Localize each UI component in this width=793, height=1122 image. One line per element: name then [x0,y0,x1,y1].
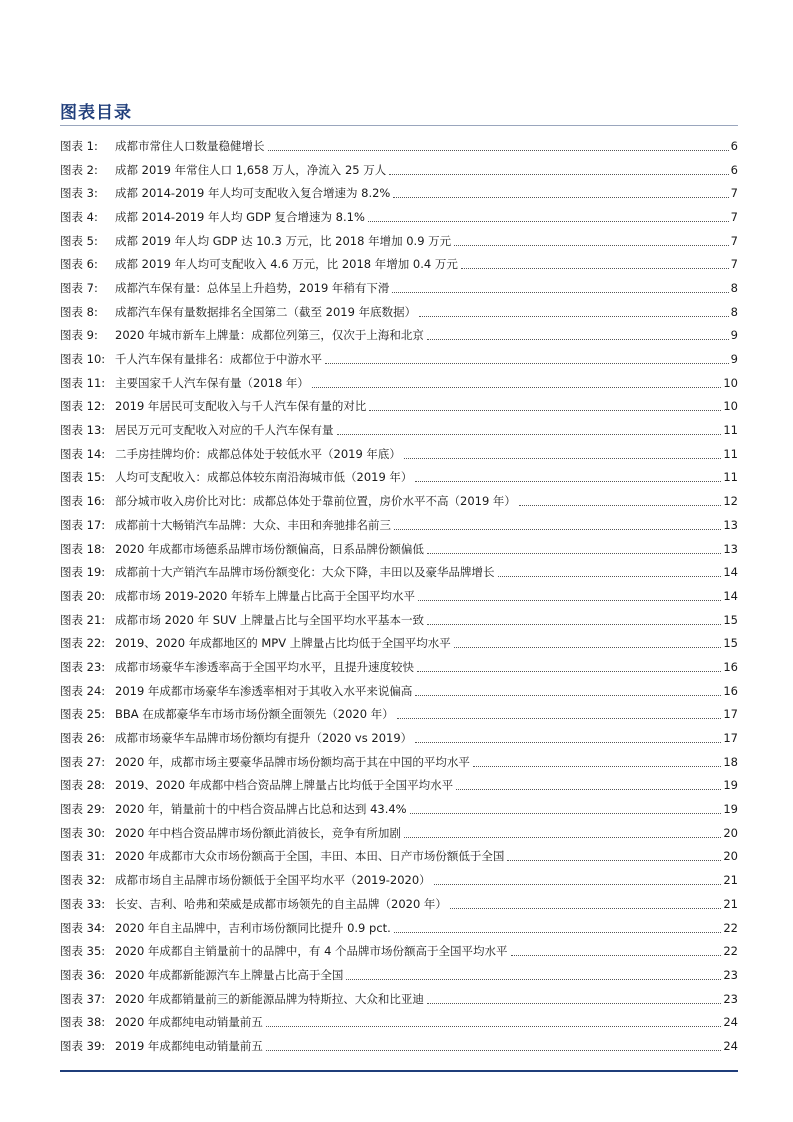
toc-entry-page: 14 [723,588,738,603]
toc-dot-leader [394,528,721,530]
toc-entry-label: 图表 36: [60,967,106,982]
toc-entry[interactable] [60,181,738,205]
toc-entry-page: 11 [723,446,738,461]
toc-entry-page: 20 [723,849,738,864]
toc-entry-page: 16 [723,659,738,674]
toc-entry[interactable] [60,371,738,395]
toc-entry-title: 二手房挂牌均价：成都总体处于较低水平（2019 年底） [115,446,401,461]
toc-entry-label: 图表 35: [60,944,106,959]
toc-entry[interactable] [60,750,738,774]
toc-entry-title: 2019、2020 年成都中档合资品牌上牌量占比均低于全国平均水平 [115,778,454,793]
toc-dot-leader [454,244,728,246]
toc-entry-label: 图表 10: [60,352,106,367]
toc-entry-label: 图表 8: [60,304,98,319]
toc-entry-title: 2020 年成都市场德系品牌市场份额偏高，日系品牌份额偏低 [115,541,424,556]
toc-entry-title: 2020 年成都销量前三的新能源品牌为特斯拉、大众和比亚迪 [115,991,424,1006]
toc-entry-label: 图表 27: [60,754,106,769]
toc-entry-title: 成都 2019 年人均 GDP 达 10.3 万元，比 2018 年增加 0.9 万元 [115,233,452,248]
toc-entry-label: 图表 26: [60,731,106,746]
toc-dot-leader [369,409,721,411]
toc-entry-title: 成都 2019 年人均可支配收入 4.6 万元，比 2018 年增加 0.4 万元 [115,257,458,272]
toc-dot-leader [473,765,721,767]
toc-entry-page: 24 [723,1015,738,1030]
toc-entry-title: 成都市场自主品牌市场份额低于全国平均水平（2019-2020） [115,873,431,888]
toc-entry-label: 图表 18: [60,541,106,556]
toc-entry[interactable] [60,726,738,750]
toc-entry-page: 16 [723,683,738,698]
toc-dot-leader [312,386,721,388]
toc-entry-label: 图表 39: [60,1038,106,1053]
toc-entry-page: 21 [723,873,738,888]
toc-entry[interactable] [60,395,738,419]
toc-entry-page: 23 [723,967,738,982]
toc-entry-page: 22 [723,944,738,959]
toc-entry-title: 成都市场 2019-2020 年轿车上牌量占比高于全国平均水平 [115,588,415,603]
toc-entry-title: 部分城市收入房价比对比：成都总体处于靠前位置，房价水平不高（2019 年） [115,494,516,509]
toc-entry-page: 17 [723,707,738,722]
toc-entry[interactable] [60,963,738,987]
toc-entry-page: 11 [723,470,738,485]
toc-entry-title: 成都汽车保有量数据排名全国第二（截至 2019 年底数据） [115,304,417,319]
toc-dot-leader [397,717,722,719]
toc-entry[interactable] [60,679,738,703]
toc-entry-label: 图表 17: [60,517,106,532]
toc-entry-label: 图表 9: [60,328,98,343]
toc-dot-leader [268,149,729,151]
toc-entry[interactable] [60,300,738,324]
toc-entry-page: 17 [723,731,738,746]
toc-heading: 图表目录 [60,103,132,123]
toc-entry-title: 成都前十大畅销汽车品牌：大众、丰田和奔驰排名前三 [115,517,391,532]
toc-entry-page: 15 [723,636,738,651]
toc-entry[interactable] [60,703,738,727]
toc-entry-label: 图表 2: [60,162,98,177]
toc-entry-page: 14 [723,565,738,580]
toc-entry-title: 2020 年，销量前十的中档合资品牌占比总和达到 43.4% [115,802,407,817]
toc-entry-label: 图表 32: [60,873,106,888]
toc-entry-page: 7 [730,233,738,248]
toc-dot-leader [415,694,721,696]
toc-entry[interactable] [60,276,738,300]
toc-entry-title: 2019、2020 年成都地区的 MPV 上牌量占比均低于全国平均水平 [115,636,451,651]
toc-entry-title: 2020 年成都自主销量前十的品牌中，有 4 个品牌市场份额高于全国平均水平 [115,944,508,959]
toc-entry-title: 成都 2014-2019 年人均 GDP 复合增速为 8.1% [115,209,365,224]
toc-entry-title: 2020 年中档合资品牌市场份额此消彼长，竞争有所加剧 [115,825,401,840]
toc-dot-leader [427,338,729,340]
toc-entry-page: 19 [723,778,738,793]
toc-dot-leader [346,978,721,980]
toc-entry[interactable] [60,655,738,679]
toc-entry-page: 10 [723,399,738,414]
toc-entry[interactable] [60,347,738,371]
toc-entry-page: 23 [723,991,738,1006]
toc-entry-title: 成都前十大产销汽车品牌市场份额变化：大众下降，丰田以及豪华品牌增长 [115,565,495,580]
toc-entry-page: 6 [730,138,738,153]
toc-entry[interactable] [60,939,738,963]
toc-entry-page: 22 [723,920,738,935]
toc-entry-label: 图表 23: [60,659,106,674]
toc-dot-leader [266,1025,721,1027]
toc-entry[interactable] [60,537,738,561]
toc-entry-title: 长安、吉利、哈弗和荣威是成都市场领先的自主品牌（2020 年） [115,896,447,911]
toc-entry-label: 图表 5: [60,233,98,248]
toc-entry-page: 10 [723,375,738,390]
toc-entry-title: 成都 2014-2019 年人均可支配收入复合增速为 8.2% [115,186,391,201]
toc-entry-label: 图表 15: [60,470,106,485]
toc-entry[interactable] [60,608,738,632]
toc-entry-title: 成都市常住人口数量稳健增长 [115,138,265,153]
toc-dot-leader [404,457,721,459]
toc-dot-leader [461,267,729,269]
toc-entry-label: 图表 1: [60,138,98,153]
toc-entry-page: 6 [730,162,738,177]
toc-entry-page: 8 [730,304,738,319]
toc-entry[interactable] [60,489,738,513]
toc-entry-page: 7 [730,209,738,224]
toc-entry-page: 8 [730,280,738,295]
toc-dot-leader [427,1002,721,1004]
toc-dot-leader [404,836,721,838]
toc-entry[interactable] [60,584,738,608]
toc-entry-label: 图表 7: [60,280,98,295]
toc-entry-page: 7 [730,186,738,201]
toc-entry[interactable] [60,845,738,869]
toc-entry-label: 图表 13: [60,423,106,438]
toc-entry-label: 图表 4: [60,209,98,224]
toc-entry[interactable] [60,158,738,182]
toc-dot-leader [410,812,722,814]
toc-entry-title: 2020 年成都市大众市场份额高于全国，丰田、本田、日产市场份额低于全国 [115,849,505,864]
toc-entry[interactable] [60,513,738,537]
toc-dot-leader [266,1049,721,1051]
toc-dot-leader [427,623,721,625]
toc-entry[interactable] [60,205,738,229]
toc-entry-title: 成都市场豪华车渗透率高于全国平均水平，且提升速度较快 [115,659,414,674]
toc-dot-leader [415,741,721,743]
toc-entry-page: 12 [723,494,738,509]
toc-dot-leader [419,315,729,317]
toc-dot-leader [507,859,721,861]
toc-dot-leader [337,433,722,435]
toc-entry-label: 图表 16: [60,494,106,509]
toc-entry[interactable] [60,631,738,655]
toc-entry-label: 图表 25: [60,707,106,722]
toc-entry-title: 主要国家千人汽车保有量（2018 年） [115,375,309,390]
toc-entry-page: 20 [723,825,738,840]
toc-entry-title: 2020 年，成都市场主要豪华品牌市场份额均高于其在中国的平均水平 [115,754,470,769]
toc-entry-page: 15 [723,612,738,627]
toc-entry[interactable] [60,821,738,845]
toc-entry-page: 21 [723,896,738,911]
toc-entry-title: 2019 年成都纯电动销量前五 [115,1038,263,1053]
toc-entry-title: 2019 年成都市场豪华车渗透率相对于其收入水平来说偏高 [115,683,413,698]
toc-entry[interactable] [60,442,738,466]
toc-entry-title: 成都市场 2020 年 SUV 上牌量占比与全国平均水平基本一致 [115,612,424,627]
heading-divider [60,125,738,126]
toc-dot-leader [389,173,728,175]
toc-dot-leader [427,552,721,554]
toc-entry[interactable] [60,797,738,821]
toc-entry-page: 7 [730,257,738,272]
toc-entry-page: 9 [730,328,738,343]
toc-entry-label: 图表 19: [60,565,106,580]
toc-entry-title: 2020 年城市新车上牌量：成都位列第三，仅次于上海和北京 [115,328,424,343]
toc-entry[interactable] [60,868,738,892]
toc-entry-label: 图表 21: [60,612,106,627]
toc-entry-page: 24 [723,1038,738,1053]
toc-entry[interactable] [60,1034,738,1058]
toc-entry-label: 图表 38: [60,1015,106,1030]
toc-entry-title: 2019 年居民可支配收入与千人汽车保有量的对比 [115,399,367,414]
toc-entry[interactable] [60,892,738,916]
toc-entry[interactable] [60,134,738,158]
toc-entry-label: 图表 20: [60,588,106,603]
toc-dot-leader [511,954,722,956]
toc-entry-title: 2020 年成都纯电动销量前五 [115,1015,263,1030]
toc-entry-label: 图表 14: [60,446,106,461]
toc-dot-leader [392,291,728,293]
toc-entry-title: 千人汽车保有量排名：成都位于中游水平 [115,352,322,367]
toc-entry-title: BBA 在成都豪华车市场市场份额全面领先（2020 年） [115,707,394,722]
toc-dot-leader [498,575,722,577]
toc-entry-page: 13 [723,541,738,556]
toc-entry-label: 图表 11: [60,375,106,390]
toc-entry-title: 2020 年自主品牌中，吉利市场份额同比提升 0.9 pct. [115,920,391,935]
toc-dot-leader [368,220,729,222]
toc-entry-label: 图表 24: [60,683,106,698]
toc-dot-leader [450,907,721,909]
toc-entry-label: 图表 22: [60,636,106,651]
toc-entry[interactable] [60,774,738,798]
toc-entry[interactable] [60,229,738,253]
toc-entry[interactable] [60,466,738,490]
toc-entry[interactable] [60,418,738,442]
toc-entry-title: 成都汽车保有量：总体呈上升趋势，2019 年稍有下滑 [115,280,390,295]
toc-entry-title: 成都市场豪华车品牌市场份额均有提升（2020 vs 2019） [115,731,413,746]
toc-entry-page: 18 [723,754,738,769]
toc-dot-leader [418,599,721,601]
toc-dot-leader [417,670,721,672]
toc-entry-label: 图表 28: [60,778,106,793]
toc-entry-label: 图表 29: [60,802,106,817]
toc-entry[interactable] [60,987,738,1011]
toc-entry-page: 19 [723,802,738,817]
toc-dot-leader [434,883,722,885]
toc-entry[interactable] [60,252,738,276]
toc-entry[interactable] [60,1010,738,1034]
toc-entry-label: 图表 34: [60,920,106,935]
toc-entry-page: 11 [723,423,738,438]
toc-entry-label: 图表 6: [60,257,98,272]
toc-entry-label: 图表 31: [60,849,106,864]
toc-entry-title: 2020 年成都新能源汽车上牌量占比高于全国 [115,967,344,982]
toc-entry-title: 人均可支配收入：成都总体较东南沿海城市低（2019 年） [115,470,413,485]
toc-entry-label: 图表 12: [60,399,106,414]
toc-entry-label: 图表 37: [60,991,106,1006]
toc-dot-leader [454,646,722,648]
toc-entry-label: 图表 3: [60,186,98,201]
toc-dot-leader [394,931,722,933]
toc-entry-title: 成都 2019 年常住人口 1,658 万人，净流入 25 万人 [115,162,387,177]
toc-entry[interactable] [60,324,738,348]
toc-entry-label: 图表 30: [60,825,106,840]
toc-entry-page: 9 [730,352,738,367]
toc-dot-leader [325,362,729,364]
toc-entry[interactable] [60,916,738,940]
toc-dot-leader [415,480,721,482]
toc-dot-leader [519,504,721,506]
toc-entry-title: 居民万元可支配收入对应的千人汽车保有量 [115,423,334,438]
toc-entry-page: 13 [723,517,738,532]
toc-dot-leader [456,788,721,790]
toc-entry-label: 图表 33: [60,896,106,911]
footer-divider [60,1070,738,1072]
toc-entry[interactable] [60,560,738,584]
toc-dot-leader [393,196,728,198]
toc-list [60,134,738,1058]
